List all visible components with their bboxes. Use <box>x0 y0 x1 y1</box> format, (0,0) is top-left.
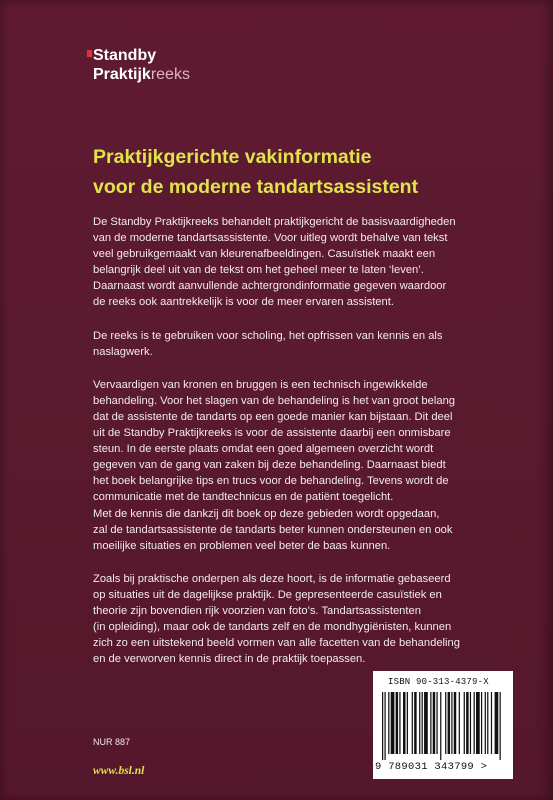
barcode-bar <box>412 692 413 754</box>
logo-line-2 <box>93 65 190 84</box>
blurb-line: Vervaardigen van kronen en bruggen is een technisch ingewikkelde <box>93 378 428 391</box>
blurb-paragraph <box>93 571 523 668</box>
barcode-bar <box>433 692 435 754</box>
blurb-line: van de moderne tandartsassistente. Voor uitleg wordt behalve van tekst <box>93 232 448 245</box>
barcode-digits: 9 789031 343799 > <box>375 761 488 773</box>
barcode-bar <box>419 692 420 754</box>
blurb-line: en de verworven kennis direct in de praktijk toepassen. <box>93 653 366 666</box>
barcode-bar <box>422 692 423 754</box>
isbn-number: ISBN 90-313-4379-X <box>388 677 489 687</box>
blurb-paragraph <box>93 328 523 360</box>
publisher-url[interactable]: www.bsl.nl <box>93 765 145 777</box>
barcode-bar <box>470 692 471 754</box>
barcode-bar <box>500 692 501 760</box>
blurb-line: behandeling. Voor het slagen van de behandeling is het van groot belang <box>93 394 456 407</box>
barcode-label <box>373 671 513 779</box>
barcode-bar <box>459 692 460 754</box>
blurb-line: dat de assistente de tandarts op een goede manier kan bijstaan. Dit deel <box>93 410 453 423</box>
barcode-bar <box>399 692 400 754</box>
barcode-bar <box>495 692 499 754</box>
heading-line-2: voor de moderne tandartsassistent <box>93 176 419 198</box>
barcode-bar <box>466 692 468 754</box>
blurb-line: De Standby Praktijkreeks behandelt praktijkgericht de basisvaardigheden <box>93 216 456 228</box>
blurb-line: op situaties uit de dagelijkse praktijk. De gepresenteerde casuïstiek en <box>93 588 442 601</box>
nur-code: NUR 887 <box>93 737 131 747</box>
blurb-paragraph <box>93 214 523 311</box>
barcode-bar <box>474 692 475 754</box>
barcode-bar <box>451 692 452 754</box>
blurb-line: theorie zijn bovendien rijk voorzien van foto’s. Tandartsassistenten <box>93 604 421 617</box>
barcode-bar <box>414 692 416 754</box>
barcode-bar <box>436 692 437 754</box>
barcode-bar <box>382 692 383 760</box>
blurb-line: de reeks ook aantrekkelijk is voor de meer ervaren assistent. <box>93 296 394 309</box>
blurb-line: zich zo een uitstekend beeld vormen van alle facetten van de behandeling <box>93 637 460 650</box>
blurb-line: veel gebruikgemaakt van kleurenafbeeldingen. Casuïstiek maakt een <box>93 248 436 261</box>
logo-line-2-light: reeks <box>150 66 190 83</box>
blurb-line: Zoals bij praktische onderpen als deze hoort, is de informatie gebaseerd <box>93 572 451 585</box>
blurb-line: moeilijke situaties en problemen veel beter de baas kunnen. <box>93 539 391 552</box>
logo-mark-icon <box>87 50 92 57</box>
barcode-bar <box>476 692 480 754</box>
barcode-icon <box>382 692 502 760</box>
heading-line-1: Praktijkgerichte vakinformatie <box>93 146 372 168</box>
blurb-line: belangrijk deel uit van de tekst om het geheel meer te laten ‘leven’. <box>93 264 424 277</box>
barcode-bar <box>464 692 465 754</box>
barcode-bar <box>430 692 431 754</box>
blurb-line: zal de tandartsassistente de tandarts beter kunnen ondersteunen en ook <box>93 523 453 536</box>
barcode-bar <box>396 692 398 754</box>
blurb-line: gegeven van de gang van zaken bij deze behandeling. Daarnaast biedt <box>93 459 446 472</box>
barcode-bar <box>403 692 405 754</box>
barcode-bar <box>384 692 385 760</box>
blurb-line: het boek belangrijke tips en trucs voor de behandeling. Tevens wordt de <box>93 475 449 488</box>
barcode-bar <box>448 692 450 754</box>
blurb-line: (in opleiding), maar ook de tandarts zelf en de mondhygiënisten, kunnen <box>93 621 452 634</box>
barcode-bar <box>445 692 446 754</box>
barcode-bar <box>440 692 441 760</box>
logo-line-1: Standby <box>93 47 157 64</box>
blurb-line: communicatie met de tandtechnicus en de patiënt toegelicht. <box>93 491 394 504</box>
blurb-paragraph <box>93 377 523 554</box>
barcode-bar <box>481 692 482 754</box>
barcode-bar <box>407 692 408 754</box>
barcode-bar <box>424 692 428 754</box>
series-logo <box>93 46 190 84</box>
barcode-bar <box>491 692 492 754</box>
barcode-bar <box>454 692 456 754</box>
blurb-line: naslagwerk. <box>93 345 153 358</box>
blurb-line: uit de Standby Praktijkreeks is voor de assistente daarbij een onmisbare <box>93 427 451 440</box>
cover-heading <box>93 142 513 202</box>
blurb-text <box>93 214 523 684</box>
blurb-line: De reeks is te gebruiken voor scholing, het opfrissen van kennis en als <box>93 329 443 342</box>
barcode-bar <box>388 692 389 754</box>
blurb-line: Daarnaast wordt aanvullende achtergrondinformatie gegeven waardoor <box>93 280 447 293</box>
logo-line-2-bold: Praktijk <box>93 66 151 83</box>
blurb-line: steun. In de eerste plaats omdat een goed algemeen overzicht wordt <box>93 443 434 456</box>
barcode-bar <box>391 692 395 754</box>
blurb-line: Met de kennis die dankzij dit boek op deze gebieden wordt opgedaan, <box>93 507 440 520</box>
barcode-bar <box>485 692 486 754</box>
barcode-bar <box>487 692 488 754</box>
